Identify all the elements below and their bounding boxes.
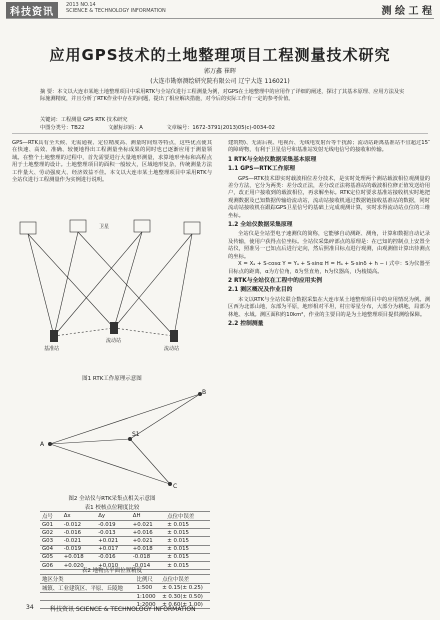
paragraph: X = Xₐ + S·cosα Y = Yₐ + S·sinα H = Hₐ + S·sinδ + h − i 式中：S为仪器至目标点的距离，α为方位角，δ为竖直角，h为仪器高，i为棱镜高。 bbox=[228, 261, 430, 275]
table-cell: +0.021 bbox=[131, 537, 166, 545]
table-cell: -0.018 bbox=[131, 553, 166, 561]
table-row bbox=[40, 545, 210, 553]
table-cell: 1:1000 bbox=[135, 593, 161, 601]
clc-number: 中图分类号：TB22 bbox=[40, 125, 85, 131]
table-cell: +0.018 bbox=[131, 545, 166, 553]
intro-paragraph: GPS—RTK具有全天候、无需通视、定位精度高、测量时间短等特点，这些优点使其在快速、高效、准确、较便地得出工程测量坐标成果的同时也已逐渐应用于测量领域。在整个土地整理的过程中，首先需要进行大量地形测量，求算地形坐标和高程点用于土地整理的设计。土地整理项目的面积一般较大，区域地形复杂，传统测量方法工作量大、劳动强度大、经济效益不佳。本文以大连市某土地整理项目中采用RTK与全站仪进行工程测量作为实例进行说明。 bbox=[12, 140, 212, 184]
table-cell: +0.021 bbox=[131, 521, 166, 529]
fig2-label: C bbox=[173, 483, 178, 490]
divider bbox=[12, 133, 428, 134]
table-cell: ± 0.60(± 1.00) bbox=[160, 601, 210, 609]
rover-icon bbox=[110, 322, 118, 334]
table-row bbox=[40, 553, 210, 561]
subsection-heading: 2.1 测区概况及作业目的 bbox=[228, 287, 293, 294]
table-cell: ± 0.015 bbox=[165, 537, 210, 545]
table-cell: -0.019 bbox=[96, 521, 131, 529]
table-cell: +0.020 bbox=[62, 561, 97, 569]
subsection-heading: 2.2 控制测量 bbox=[228, 320, 264, 327]
figure-1-rtk-diagram bbox=[14, 218, 210, 368]
paragraph: GPS—RTK技术即实时载波相位差分技术，是实时处理两个测站载波相位观测量的差分方法，它分为两类：差分改正法，差分改正法将基准站的载波相位修正值发送给用户，改正用户接收到的载波相位，再求解坐标。RTK定位时要求基准站接收机实时地把观测数据及已知数据传输给流动站，流动站接收机通过数据链接收基准站的数据，同时流动站接收机在跟踪GPS卫星信号的基础上完成观测计算，实时求得流动站点位的三维坐标。 bbox=[228, 175, 430, 219]
fig2-label: B bbox=[202, 389, 207, 396]
figure-1-caption: 图1 RTK工作原理示意图 bbox=[82, 376, 142, 382]
table-cell: 城镇、工业建筑区、平原、丘陵地 bbox=[40, 584, 135, 593]
section-heading: 2 RTK与全站仪在工程中的应用实例 bbox=[228, 277, 323, 284]
figure-2-diagram bbox=[30, 384, 210, 494]
issue-info: 2013 NO.14 SCIENCE & TECHNOLOGY INFORMATION bbox=[66, 2, 166, 14]
classification bbox=[40, 124, 408, 131]
table-cell: G05 bbox=[40, 553, 62, 561]
table-cell: +0.021 bbox=[96, 537, 131, 545]
table-row bbox=[40, 521, 210, 529]
table-cell: +0.010 bbox=[96, 561, 131, 569]
table-cell: G03 bbox=[40, 537, 62, 545]
fig2-label: A bbox=[40, 441, 45, 448]
table-cell bbox=[40, 593, 135, 601]
satellite-icon bbox=[20, 222, 36, 234]
article-number: 文章编号：1672-3791(2013)05(c)-0034-02 bbox=[166, 125, 275, 131]
table-cell: ± 0.015 bbox=[165, 553, 210, 561]
header-divider bbox=[6, 18, 434, 19]
table-cell: 1:2000 bbox=[135, 601, 161, 609]
page-header bbox=[0, 0, 440, 40]
doc-code: 文献标识码：A bbox=[108, 125, 143, 131]
subsection-heading: 1.1 GPS—RTK工作原理 bbox=[228, 166, 296, 173]
table-cell: +0.016 bbox=[131, 529, 166, 537]
table-cell: G04 bbox=[40, 545, 62, 553]
fig1-label: 基准站 bbox=[44, 346, 60, 352]
table-cell: -0.014 bbox=[131, 561, 166, 569]
table-cell: ± 0.30(± 0.50) bbox=[160, 593, 210, 601]
table-cell: +0.017 bbox=[96, 545, 131, 553]
table-cell: 1:500 bbox=[135, 584, 161, 593]
article-title: 应用GPS技术的土地整理项目工程测量技术研究 bbox=[49, 46, 391, 64]
figure-2-caption: 图2 全站仪与RTK采集点相关示意图 bbox=[68, 496, 156, 502]
table-2-caption: 表2 地物点平面位置精度 bbox=[81, 568, 143, 574]
table-cell: G06 bbox=[40, 561, 62, 569]
table-row bbox=[40, 584, 210, 593]
table-cell: -0.016 bbox=[96, 553, 131, 561]
satellite-icon bbox=[134, 220, 150, 232]
author: 郭万鑫 崔晖 bbox=[204, 68, 236, 75]
table-row bbox=[40, 593, 210, 601]
base-station-icon bbox=[50, 330, 58, 342]
fig1-label: 流动站 bbox=[106, 338, 122, 344]
satellite-icon bbox=[70, 220, 86, 232]
table-cell: ± 0.015 bbox=[165, 561, 210, 569]
table-cell: +0.018 bbox=[62, 553, 97, 561]
table-row bbox=[40, 529, 210, 537]
section-heading: 1 RTK与全站仪数据采集基本原理 bbox=[228, 156, 317, 163]
table-cell: G02 bbox=[40, 529, 62, 537]
page-number: 34 bbox=[26, 604, 34, 611]
abstract: 摘 要：本文以大连市某地土地整理项目中采用RTK与全站仪进行工程测量为例，对GPS在土地整理中的应用作了详细的阐述，探讨了其基本原理、应用方法及实际施测精度，并且分析了RTK作业中存在的问题，提出了相应解决措施，对今后的实际工作有一定的参考价值。 bbox=[40, 89, 405, 102]
fig2-label: S1 bbox=[132, 431, 140, 438]
table-cell: -0.016 bbox=[62, 529, 97, 537]
fig1-label: 卫星 bbox=[99, 224, 110, 230]
table-cell: G01 bbox=[40, 521, 62, 529]
satellite-icon bbox=[184, 222, 200, 234]
section-heading: 1.2 全站仪数据采集原理 bbox=[228, 222, 293, 229]
table-cell: -0.021 bbox=[62, 537, 97, 545]
table-cell: ± 0.015 bbox=[165, 521, 210, 529]
table-1-caption: 表1 校核点位精度比较 bbox=[84, 505, 140, 511]
table-1 bbox=[40, 511, 210, 570]
affiliation: (大连市勘察测绘研究院有限公司 辽宁大连 116021) bbox=[150, 78, 290, 85]
table-cell: -0.013 bbox=[96, 529, 131, 537]
table-cell: ± 0.015 bbox=[165, 529, 210, 537]
table-row bbox=[40, 537, 210, 545]
magazine-name: 科技资讯 bbox=[6, 2, 58, 19]
fig1-label: 流动站 bbox=[164, 346, 180, 352]
table-cell: -0.012 bbox=[62, 521, 97, 529]
table-cell: -0.019 bbox=[62, 545, 97, 553]
footer-journal: 科技资讯 SCIENCE & TECHNOLOGY INFORMATION bbox=[50, 606, 196, 613]
paragraph: 本文以RTK与全站仪联合数据采集在大连市某土地整理项目中的应用情况为例。测区西为北部山地，东部为平原，地形相对平坦，村庄零星分布，大部分为耕地，局部为林地、水域。测区面积约10km²，作业的主要目的是为土地整理项目提供测绘保障。 bbox=[228, 296, 430, 318]
rover-icon bbox=[170, 330, 178, 342]
keywords: 关键词：工程测量 GPS RTK 技术研究 bbox=[40, 117, 128, 123]
section-name: 测 绘 工 程 bbox=[381, 6, 432, 17]
table-cell: ± 0.015 bbox=[165, 545, 210, 553]
table-header-row: 地区分类 比例尺 点位中误差 bbox=[40, 575, 210, 584]
table-header-row: 点号 Δx Δy ΔH 点位中误差 bbox=[40, 512, 210, 521]
paragraph: 全站仪是全站型电子速测仪的简称，它能够自动测距、测角，计算和数据自动记录及传输，使用户获得点位坐标。全站仪采集碎部点的原理是：在已知的控制点上安置全站仪，照准另一已知点后进行定向，然后照准目标点进行观测，由观测值计算出待测点的坐标。 bbox=[228, 231, 430, 260]
table-cell: ± 0.15(± 0.25) bbox=[160, 584, 210, 593]
right-sections bbox=[228, 157, 430, 329]
right-column: 建筑物)、无需后视、电视台、无线电发射台等干扰源；流动站距离基准站不宜超过15″的障碍物，有利于卫星信号和基准站发射无线电信号的接收和传输。 1 RTK与全站仪数据采集基本原理 1.1 GPS—RTK工作原理 GPS—RTK技术即实时载波相位差分技术，是实时处理两个测站载波相位观测量的差分方法，它分为两类：差分改正法，差分改正法将基准站的载波相位修正值发送给用户，改正用户接收到的载波相位，再求解坐标。RTK定位时要求基准站接收机实时地把观测数据及已知数据传输给流动站，流动站接收机通过数据链接收基准站的数据，同时流动站接收机在跟踪GPS卫星信号的基础上完成观测计算，实时求得流动站点位的三维坐标。 1.2 全站仪数据采集原理 全站仪是全站型电子速测仪的简称，它能够自动测距、测角，计算和数据自动记录及传输，使用户获得点位坐标。全站仪采集碎部点的原理是：在已知的控制点上安置全站仪，照准另一已知点后进行定向，然后照准目标点进行观测，由观测值计算出待测点的坐标。 X = Xₐ + S·cosα Y = Yₐ + S·sinα H = Hₐ + S·sinδ + h − i 式中：S为仪器至目标点的距离，α为方位角，δ为竖直角，h为仪器高，i为棱镜高。 2 RTK与全站仪在工程中的应用实例 2.1 测区概况及作业目的 本文以RTK与全站仪联合数据采集在大连市某土地整理项目中的应用情况为例。测区西为北部山地，东部为平原，地形相对平坦，村庄零星分布，大部分为耕地，局部为林地、水域。测区面积约10km²，作业的主要目的是为土地整理项目提供测绘保障。 2.2 控制测量 bbox=[228, 140, 430, 327]
